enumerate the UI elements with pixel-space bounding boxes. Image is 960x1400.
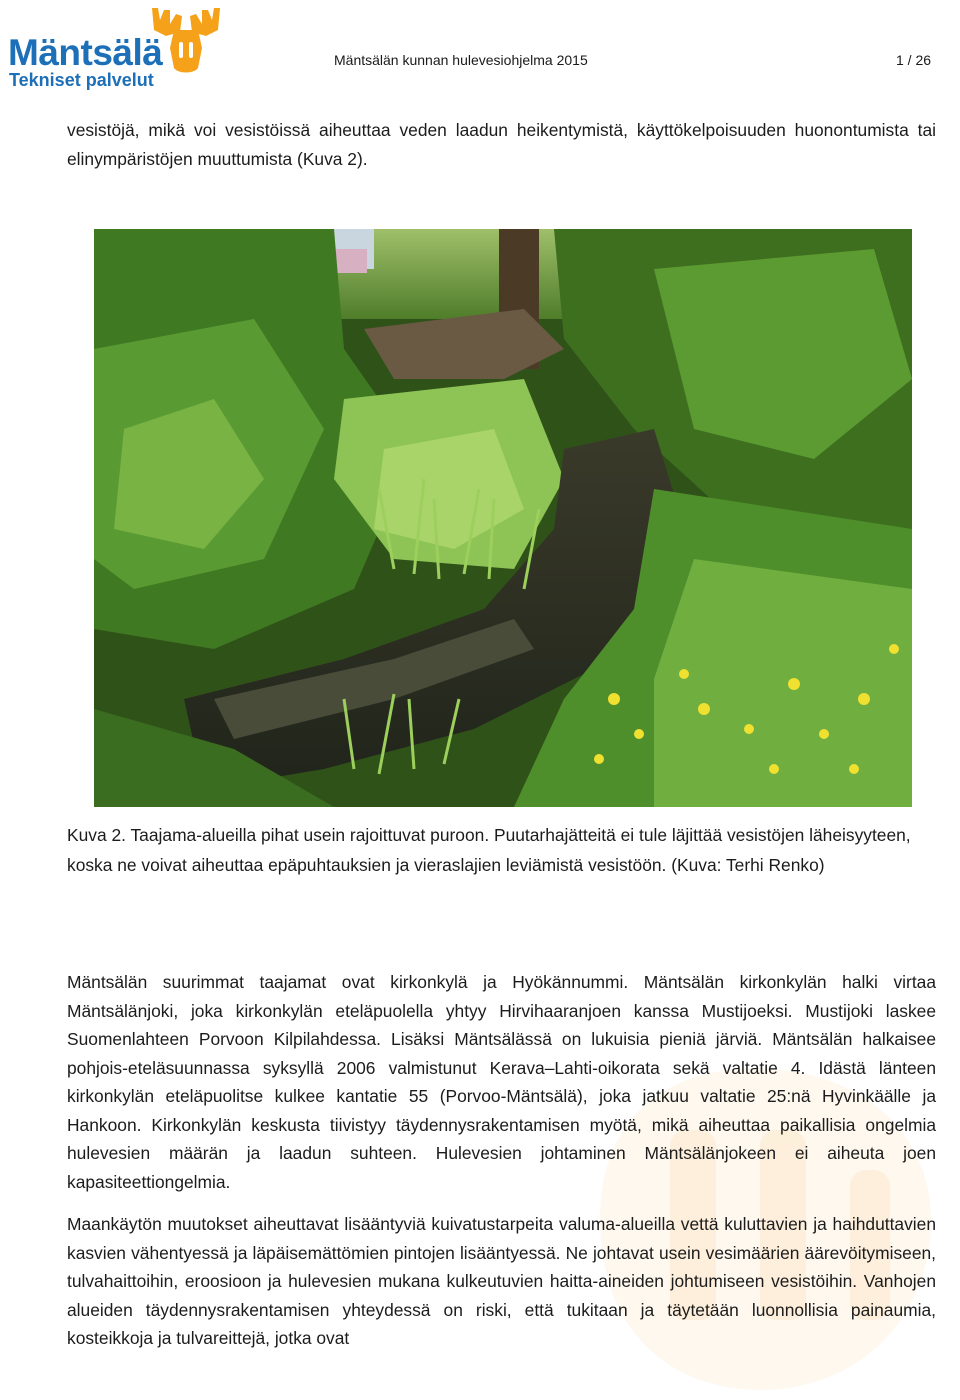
page-number: 1 / 26 <box>896 52 932 68</box>
mantsala-logo <box>6 4 221 90</box>
intro-paragraph: vesistöjä, mikä voi vesistöissä aiheuttaa veden laadun heikentymistä, käyttökelpoisuuden huonontumista tai elinympäristöjen muuttumista (Kuva 2). <box>67 120 936 169</box>
creek-photo-illustration <box>94 229 912 807</box>
logo-wordmark: Mäntsälä <box>8 32 163 73</box>
figure-caption: Kuva 2. Taajama-alueilla pihat usein rajoittuvat puroon. Puutarhajätteitä ei tule läjittää vesistöjen läheisyyteen, koska ne voivat aiheuttaa epäpuhtauksien ja vieraslajien leviämistä vesistöön. (Kuva: Terhi Renko) <box>67 825 911 875</box>
body-paragraph-1: Mäntsälän suurimmat taajamat ovat kirkonkylä ja Hyökännummi. Mäntsälän kirkonkylän halki virtaa Mäntsälänjoki, joka kirkonkylän eteläpuolella yhtyy Hirvihaaranjoen kanssa Mustijoeksi. Mustijoki laskee Suomenlahteen Porvoon Kilpilahdessa. Lisäksi Mäntsälässä on lukuisia pieniä järviä. Mäntsälän halkaisee pohjois-eteläsuunnassa syksyllä 2006 valmistunut Kerava–Lahti-oikorata sekä valtatie 4. Idästä länteen kirkonkylän eteläpuolitse kulkee kantatie 55 (Porvoo-Mäntsälä), joka jatkuu valtatie 25:nä Hyvinkäälle ja Hankoon. Kirkonkylän keskusta tiivistyy täydennysrakentamisen myötä, mikä aiheuttaa paikallisia ongelmia hulevesien määrän ja laadun suhteen. Hulevesien johtaminen Mäntsälänjokeen ei aiheuta joen kapasiteettiongelmia. <box>67 972 936 1192</box>
logo-subtitle: Tekniset palvelut <box>9 70 154 90</box>
body-paragraph-2: Maankäytön muutokset aiheuttavat lisääntyviä kuivatustarpeita valuma-alueilla vettä kuluttavien ja haihduttavien kasvien vähentyessä ja läpäisemättömien pintojen lisääntyessä. Ne johtavat usein vesimäärien äärevöitymiseen, tulvahaittoihin, eroosioon ja hulevesien mukana kulkeutuvien haitta-aineiden johtumiseen vesistöihin. Vanhojen alueiden täydennysrakentamisen yhteydessä on riski, että tukitaan ja täytetään luonnollisia painaumia, kosteikkoja ja tulvareittejä, jotka ovat <box>67 1214 936 1348</box>
document-title: Mäntsälän kunnan hulevesiohjelma 2015 <box>334 52 588 68</box>
creek-photo <box>94 229 912 807</box>
